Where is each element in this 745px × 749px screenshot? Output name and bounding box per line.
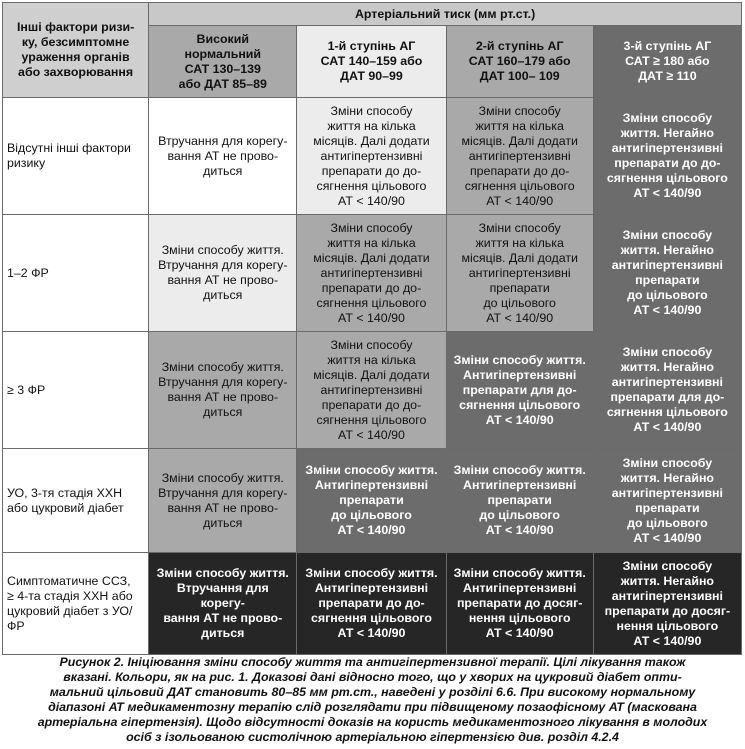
risk-factors-header: Інші фактори ризи- ку, безсимптомне ураження органів або захворювання xyxy=(3,3,149,98)
table-cell: Зміни способу життя. Негайно антигіпертензивні препарати до цільового АТ < 140/90 xyxy=(593,215,741,332)
caption-line: вказані. Кольори, як на рис. 1. Доказові дані відносно того, що у хворих на цукровий діабет опти- xyxy=(63,670,682,684)
table-cell: Зміни способу життя. Антигіпертензивні препарати до до- сягнення цільового АТ < 140/90 xyxy=(297,553,446,655)
table-cell: Зміни способу життя. Антигіпертензивні препарати до цільового АТ < 140/90 xyxy=(297,449,446,553)
risk-treatment-table xyxy=(2,2,742,655)
table-cell: Втручання для корегу- вання АТ не прово- диться xyxy=(149,98,297,215)
caption-line: осіб з ізольованою систолічною артеріальною гіпертензією див. розділ 4.2.4 xyxy=(126,730,619,744)
row-label: Відсутні інші фактори ризику xyxy=(3,98,149,215)
column-header-grade-1: 1-й ступінь АГ САТ 140–159 або ДАТ 90–99 xyxy=(297,26,446,98)
table-cell: Зміни способу життя. Негайно антигіпертензивні препарати до досяг- нення цільового АТ < 140/90 xyxy=(593,553,741,655)
table-cell: Зміни способу життя на кілька місяців. Далі додати антигіпертензивні препарати до до- сягнення цільового АТ < 140/90 xyxy=(297,332,446,449)
caption-line: артеріальна гіпертензія). Щодо відсутності доказів на користь медикаментозного лікування в молодих xyxy=(37,715,708,729)
figure-caption xyxy=(10,655,735,745)
table-row xyxy=(3,98,742,215)
caption-line: мальний цільовий ДАТ становить 80–85 мм рт.ст., наведені у розділі 6.6. При високому нормальному xyxy=(49,685,696,699)
table-row xyxy=(3,553,742,655)
table-cell: Зміни способу життя на кілька місяців. Далі додати антигіпертензивні препарати до до- сягнення цільового АТ < 140/90 xyxy=(446,98,593,215)
table-cell: Зміни способу життя. Втручання для корегу- вання АТ не прово- диться xyxy=(149,553,297,655)
table-cell: Зміни способу життя на кілька місяців. Далі додати антигіпертензивні препарати до до- сягнення цільового АТ < 140/90 xyxy=(297,98,446,215)
table-cell: Зміни способу життя. Антигіпертензивні препарати для до- сягнення цільового АТ < 140/90 xyxy=(446,332,593,449)
blood-pressure-header: Артеріальний тиск (мм рт.ст.) xyxy=(149,3,742,26)
row-label: Симптоматичне ССЗ, ≥ 4-та стадія ХХН або цукровий діабет з УО/ ФР xyxy=(3,553,149,655)
row-label: УО, 3-тя стадія ХХН або цукровий діабет xyxy=(3,449,149,553)
column-header-high-normal: Високий нормальний САТ 130–139 або ДАТ 85–89 xyxy=(149,26,297,98)
caption-line: діапазоні АТ медикаментозну терапію слід розглядати при підвищеному позаофісному АТ (маскована xyxy=(48,700,697,714)
table-cell: Зміни способу життя. Негайно антигіпертензивні препарати до до- сягнення цільового АТ < 140/90 xyxy=(593,98,741,215)
table-cell: Зміни способу життя на кілька місяців. Далі додати антигіпертензивні препарати до до- сягнення цільового АТ < 140/90 xyxy=(297,215,446,332)
table-cell: Зміни способу життя. Втручання для корегу- вання АТ не прово- диться xyxy=(149,215,297,332)
column-header-grade-3: 3-й ступінь АГ САТ ≥ 180 або ДАТ ≥ 110 xyxy=(593,26,741,98)
table-row xyxy=(3,449,742,553)
row-label: 1–2 ФР xyxy=(3,215,149,332)
table-row xyxy=(3,332,742,449)
table-cell: Зміни способу життя. Негайно антигіпертензивні препарати до цільового АТ < 140/90 xyxy=(593,449,741,553)
column-header-grade-2: 2-й ступінь АГ САТ 160–179 або ДАТ 100– 109 xyxy=(446,26,593,98)
table-cell: Зміни способу життя на кілька місяців. Далі додати антигіпертензивні препарати до цільового АТ < 140/90 xyxy=(446,215,593,332)
table-cell: Зміни способу життя. Антигіпертензивні препарати до досяг- нення цільового АТ < 140/90 xyxy=(446,553,593,655)
table-cell: Зміни способу життя. Негайно антигіпертензивні препарати для до- сягнення цільового АТ < 140/90 xyxy=(593,332,741,449)
table-row xyxy=(3,215,742,332)
table-cell: Зміни способу життя. Втручання для корегу- вання АТ не прово- диться xyxy=(149,332,297,449)
caption-line: Рисунок 2. Ініціювання зміни способу життя та антигіпертензивної терапії. Цілі лікування також xyxy=(59,655,686,669)
row-label: ≥ 3 ФР xyxy=(3,332,149,449)
table-cell: Зміни способу життя. Антигіпертензивні препарати до цільового АТ < 140/90 xyxy=(446,449,593,553)
table-cell: Зміни способу життя. Втручання для корегу- вання АТ не прово- диться xyxy=(149,449,297,553)
